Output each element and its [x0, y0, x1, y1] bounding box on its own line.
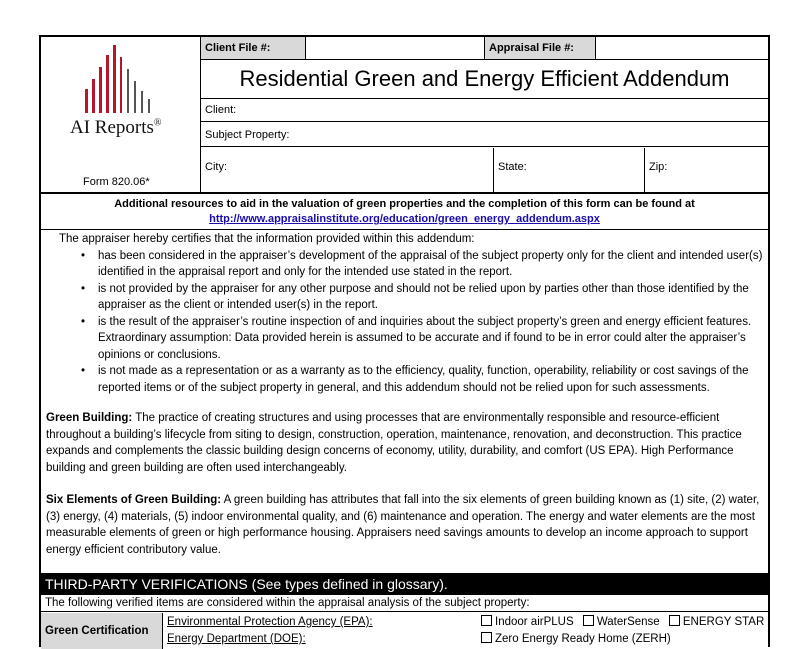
city-field[interactable]: City: [205, 161, 227, 173]
resources-link[interactable]: http://www.appraisalinstitute.org/education/green_energy_addendum.aspx [209, 213, 600, 225]
checkbox-icon [669, 615, 680, 626]
epa-agency-label: Environmental Protection Agency (EPA): [167, 616, 373, 628]
skyline-logo-icon [81, 43, 161, 115]
zip-field[interactable]: Zip: [644, 148, 768, 192]
bullet-icon: • [81, 365, 86, 377]
checkbox-icon [583, 615, 594, 626]
form-title: Residential Green and Energy Efficient Addendum [201, 60, 768, 99]
bullet-icon: • [81, 249, 86, 262]
list-item: • is not made as a representation or as a warranty as to the efficiency, quality, function, operability, reliability or cost savings of the reported items or of the subject property in general, and this addendum should not be relied upon for such assessments. [81, 365, 749, 394]
green-building-definition: Green Building: The practice of creating structures and using processes that are environmentally responsible and resource-efficient throughout a building’s lifecycle from siting to design, construction, operation, maintenance, renovation, and deconstruction. This practice expands and complements the classic building design concerns of economy, utility, durability, and comfort (US EPA). High Performance building and green building are often used interchangeably. [46, 412, 742, 474]
doe-options [481, 631, 677, 648]
form-header [41, 37, 768, 194]
indoor-airplus-checkbox[interactable]: Indoor airPLUS [481, 616, 574, 628]
file-numbers-row [201, 37, 768, 60]
addendum-form [39, 35, 770, 647]
certification-intro: The appraiser hereby certifies that the information provided within this addendum: [59, 233, 475, 245]
resources-notice [41, 192, 768, 230]
list-item: • is not provided by the appraiser for any other purpose and should not be relied upon by parties other than those identified by the appraiser as the client or intended user(s) in the report. [81, 282, 749, 311]
bullet-icon: • [81, 315, 86, 328]
logo-bar [120, 57, 122, 113]
logo-bar [148, 99, 150, 113]
zerh-checkbox[interactable]: Zero Energy Ready Home (ZERH) [481, 633, 671, 645]
doe-agency-label: Energy Department (DOE): [167, 633, 306, 645]
list-item: • is the result of the appraiser’s routine inspection of and inquiries about the subject property’s green and energy efficient features. Extraordinary assumption: Data provided herein is assumed to be accurate and if found to be in error could alter the appraiser’s opinions or conclusions. [81, 315, 752, 361]
green-certification-label: Green Certification [41, 613, 163, 649]
appraisal-file-label: Appraisal File #: [484, 37, 595, 59]
logo-wordmark: AI Reports® [70, 117, 162, 138]
certification-list [46, 248, 766, 397]
doe-row [164, 631, 768, 648]
client-file-field[interactable] [305, 37, 484, 59]
resources-text: Additional resources to aid in the valuation of green properties and the completion of this form can be found at [114, 198, 695, 210]
client-field[interactable]: Client: [201, 99, 768, 122]
energy-star-checkbox[interactable]: ENERGY STAR [669, 616, 764, 628]
epa-row [164, 614, 768, 631]
logo-cell [41, 37, 201, 192]
logo-bar [99, 67, 102, 113]
logo-bar [134, 81, 136, 113]
epa-options [481, 614, 770, 631]
list-item: • has been considered in the appraiser’s development of the appraisal of the subject property only for the client and intended user(s) identified in the appraisal report and only for the intended use stated in the report. [81, 249, 763, 278]
appraisal-file-field[interactable] [595, 37, 768, 59]
logo-bar [113, 45, 116, 113]
logo-bar [92, 79, 95, 113]
checkbox-icon [481, 615, 492, 626]
third-party-subheading: The following verified items are considered within the appraisal analysis of the subject property: [41, 595, 768, 612]
certification-section [46, 231, 766, 396]
subject-property-field[interactable]: Subject Property: [201, 123, 768, 147]
six-elements-definition: Six Elements of Green Building: A green building has attributes that fall into the six elements of green building known as (1) site, (2) water, (3) energy, (4) materials, (5) indoor environmental quality, and (6) maintenance and operation. The energy and water elements are the most measurable elements of green or high performance housing. Appraisers need savings amounts to develop an income approach to support energy efficient contributory value. [46, 494, 760, 556]
logo-bar [85, 89, 88, 113]
checkbox-icon [481, 632, 492, 643]
logo-bar [141, 91, 143, 113]
third-party-heading: THIRD-PARTY VERIFICATIONS (See types defined in glossary). [41, 573, 768, 595]
address-row [201, 148, 768, 192]
watersense-checkbox[interactable]: WaterSense [583, 616, 660, 628]
state-field[interactable]: State: [493, 148, 644, 192]
client-file-label: Client File #: [201, 37, 305, 59]
bullet-icon: • [81, 282, 86, 295]
logo-bar [127, 69, 129, 113]
logo-bar [106, 55, 109, 113]
form-number: Form 820.06* [83, 176, 150, 188]
